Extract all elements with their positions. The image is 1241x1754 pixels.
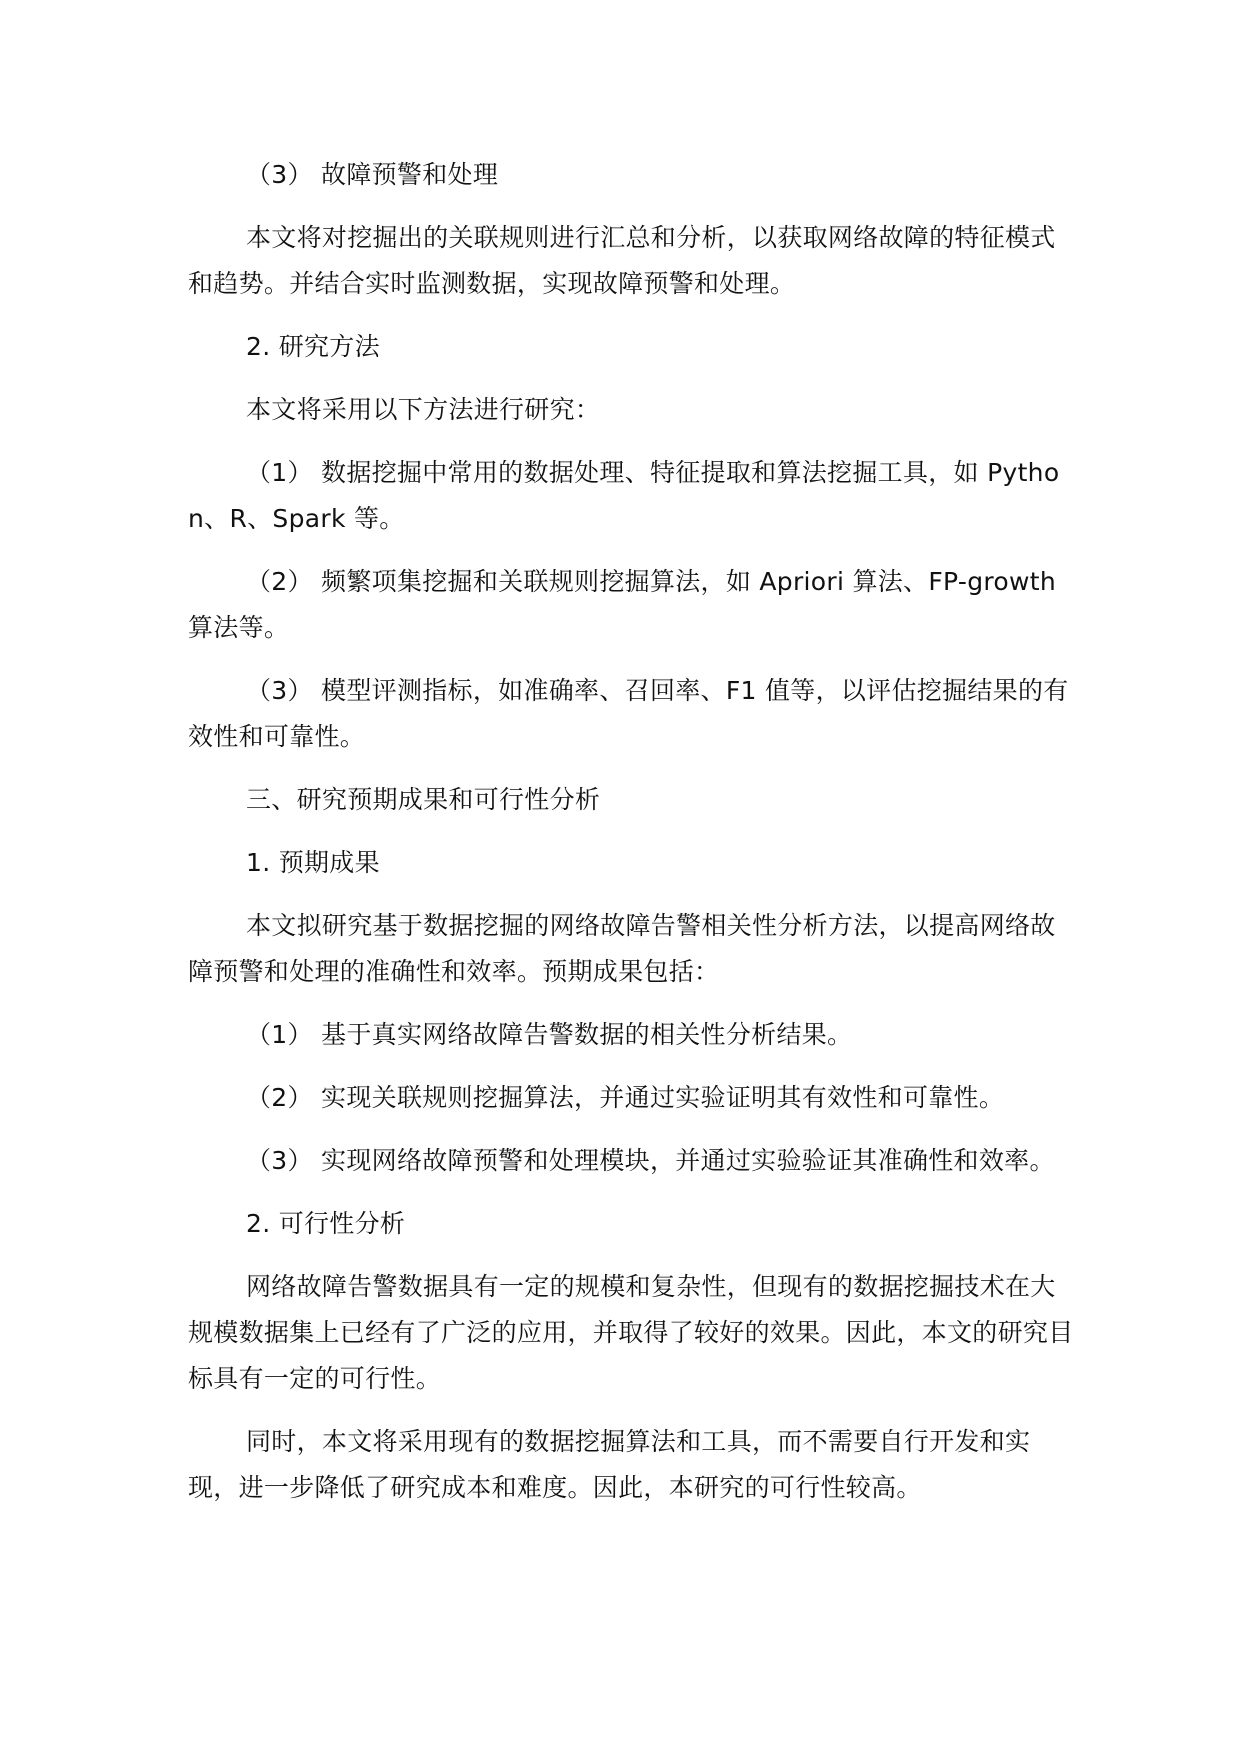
list-item-result-1: （1） 基于真实网络故障告警数据的相关性分析结果。 (246, 1020, 853, 1049)
list-item-result-2: （2） 实现关联规则挖掘算法，并通过实验证明其有效性和可靠性。 (246, 1083, 1005, 1112)
paragraph-feasibility-1: 网络故障告警数据具有一定的规模和复杂性，但现有的数据挖掘技术在大规模数据集上已经有了广泛的应用，并取得了较好的效果。因此，本文的研究目标具有一定的可行性。 (188, 1272, 1074, 1393)
heading-research-methods: 2. 研究方法 (246, 332, 380, 361)
paragraph-expected-results: 本文拟研究基于数据挖掘的网络故障告警相关性分析方法，以提高网络故障预警和处理的准确性和效率。预期成果包括： (188, 911, 1056, 986)
paragraph-methods-intro: 本文将采用以下方法进行研究： (246, 395, 601, 424)
heading-feasibility: 2. 可行性分析 (246, 1209, 406, 1238)
list-item-method-1: （1） 数据挖掘中常用的数据处理、特征提取和算法挖掘工具，如 Python、R、Spark 等。 (188, 458, 1060, 533)
paragraph-feasibility-2: 同时，本文将采用现有的数据挖掘算法和工具，而不需要自行开发和实现，进一步降低了研究成本和难度。因此，本研究的可行性较高。 (188, 1427, 1031, 1502)
subheading-fault-warning: （3） 故障预警和处理 (246, 160, 499, 189)
document-body (188, 152, 1078, 1511)
heading-expected-results: 1. 预期成果 (246, 848, 380, 877)
list-item-result-3: （3） 实现网络故障预警和处理模块，并通过实验验证其准确性和效率。 (246, 1146, 1055, 1175)
paragraph-fault-warning: 本文将对挖掘出的关联规则进行汇总和分析，以获取网络故障的特征模式和趋势。并结合实时监测数据，实现故障预警和处理。 (188, 223, 1056, 298)
list-item-method-2: （2） 频繁项集挖掘和关联规则挖掘算法，如 Apriori 算法、FP-growth 算法等。 (188, 567, 1056, 642)
section-heading-expected-results: 三、研究预期成果和可行性分析 (246, 785, 601, 814)
list-item-method-3: （3） 模型评测指标，如准确率、召回率、F1 值等，以评估挖掘结果的有效性和可靠性。 (188, 676, 1069, 751)
